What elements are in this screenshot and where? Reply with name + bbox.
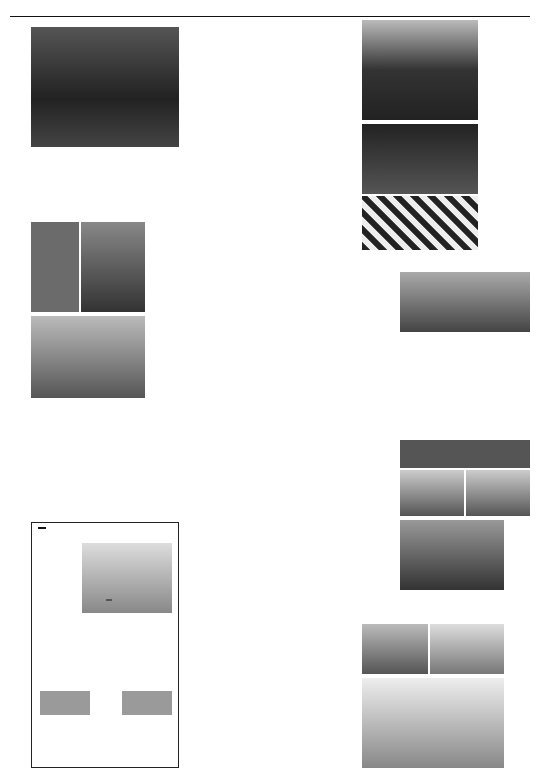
story4-headline <box>370 240 394 400</box>
story5-photo <box>400 272 530 332</box>
story5-body <box>400 352 530 436</box>
story1-photo <box>31 27 179 147</box>
middle-body-3 <box>240 560 356 770</box>
story7-headline <box>215 560 237 770</box>
story2-headline <box>480 22 508 262</box>
story2-photo-2 <box>362 124 478 194</box>
story7-photo-2 <box>430 624 504 674</box>
phone-system-ad[interactable] <box>31 522 179 768</box>
story7-photo-1 <box>362 624 428 674</box>
ad-price-list <box>38 619 172 689</box>
middle-body-1 <box>180 522 214 766</box>
story7-photo-3 <box>362 678 504 768</box>
story6-body <box>360 594 504 620</box>
story1-body-lower <box>31 180 237 220</box>
story3-headline <box>215 222 237 512</box>
story5-photo-2 <box>400 440 530 468</box>
story3-body-lower <box>31 402 145 518</box>
story3-photo-3 <box>31 316 145 398</box>
ad-brand <box>38 527 46 529</box>
story1-kicker <box>31 18 179 25</box>
story6-photo <box>400 520 504 590</box>
story6-headline <box>508 560 530 770</box>
story3-photo-2 <box>81 222 145 312</box>
story1-body <box>181 24 237 176</box>
story5-photo-4 <box>466 470 530 516</box>
ad-phone-image-2 <box>122 691 172 715</box>
story3-body <box>148 222 212 518</box>
page-header <box>10 0 530 17</box>
story-tourism-day <box>31 18 179 178</box>
story2-kicker <box>510 22 528 182</box>
story2-photo-main <box>362 20 478 120</box>
ad-phone-image-1 <box>40 691 90 715</box>
story5-photo-3 <box>400 470 464 516</box>
story3-photo-1 <box>31 222 79 312</box>
ad-promo-badge <box>106 599 112 601</box>
ad-woman-photo <box>82 543 172 613</box>
middle-body-2 <box>240 24 356 514</box>
